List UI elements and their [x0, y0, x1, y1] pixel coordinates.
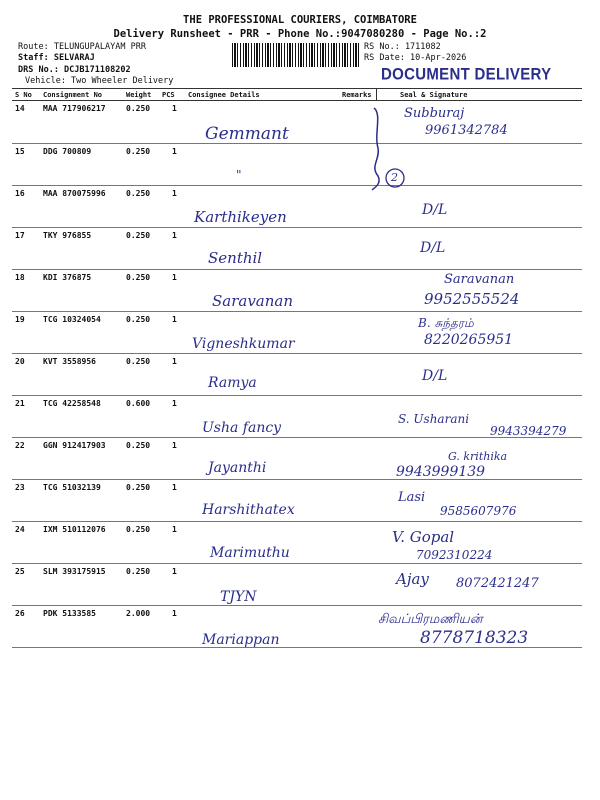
pcs: 1 — [172, 399, 177, 408]
rs-date: RS Date: 10-Apr-2026 — [364, 53, 467, 63]
row-divider — [12, 563, 582, 564]
consignment-no: KVT 3558956 — [43, 357, 96, 366]
pcs: 1 — [172, 189, 177, 198]
signature: சிவப்பிரமணியன் — [378, 612, 483, 627]
sno: 23 — [15, 483, 25, 492]
weight: 2.000 — [126, 609, 151, 618]
col-consignment: Consignment No — [43, 91, 103, 99]
table-header-border — [12, 100, 582, 101]
consignee-name: Senthil — [208, 249, 263, 267]
consignee-name: Karthikeyen — [194, 208, 287, 226]
weight: 0.600 — [126, 399, 151, 408]
row-divider — [12, 185, 582, 186]
consignee-name: Mariappan — [202, 632, 280, 648]
phone: 9585607976 — [440, 504, 517, 518]
consignee-name: Gemmant — [205, 124, 289, 144]
consignee-name: TJYN — [220, 589, 257, 605]
consignee-name: Jayanthi — [208, 460, 267, 476]
pcs: 1 — [172, 273, 177, 282]
consignee-name: Ramya — [208, 375, 257, 391]
weight: 0.250 — [126, 315, 151, 324]
consignment-no: DDG 700809 — [43, 147, 92, 156]
col-remarks: Remarks — [342, 91, 372, 99]
phone: 9952555524 — [424, 290, 520, 308]
weight: 0.250 — [126, 567, 151, 576]
sno: 14 — [15, 104, 25, 113]
pcs: 1 — [172, 104, 177, 113]
row-divider — [12, 311, 582, 312]
signature: Lasi — [398, 490, 426, 505]
signature: V. Gopal — [392, 528, 455, 546]
consignee-name: Vigneshkumar — [192, 336, 295, 352]
sno: 16 — [15, 189, 25, 198]
sno: 22 — [15, 441, 25, 450]
pcs: 1 — [172, 483, 177, 492]
pcs: 1 — [172, 231, 177, 240]
row-divider — [12, 395, 582, 396]
weight: 0.250 — [126, 231, 151, 240]
pcs: 1 — [172, 525, 177, 534]
sno: 21 — [15, 399, 25, 408]
weight: 0.250 — [126, 189, 151, 198]
row-divider — [12, 227, 582, 228]
row-divider — [12, 269, 582, 270]
row-divider — [12, 437, 582, 438]
remarks-brace-icon — [360, 104, 408, 194]
row-divider — [12, 479, 582, 480]
sno: 26 — [15, 609, 25, 618]
signature: S. Usharani — [398, 412, 470, 426]
signature: Subburaj — [404, 106, 465, 121]
consignment-no: TKY 976855 — [43, 231, 92, 240]
drs-label: DRS No.: DCJB171108202 — [18, 65, 131, 75]
document-delivery-stamp: DOCUMENT DELIVERY — [381, 65, 552, 84]
signature: G. krithika — [448, 450, 508, 463]
weight: 0.250 — [126, 104, 151, 113]
consignee-ditto: " — [236, 168, 242, 182]
staff-label: Staff: SELVARAJ — [18, 53, 95, 63]
signature: D/L — [422, 368, 448, 384]
pcs: 1 — [172, 609, 177, 618]
sno: 20 — [15, 357, 25, 366]
consignment-no: SLM 393175915 — [43, 567, 106, 576]
row-divider — [12, 143, 582, 144]
pcs: 1 — [172, 567, 177, 576]
col-signature: Seal & Signature — [400, 91, 468, 99]
row-divider — [12, 353, 582, 354]
weight: 0.250 — [126, 273, 151, 282]
weight: 0.250 — [126, 147, 151, 156]
signature: Saravanan — [444, 272, 515, 287]
company-title: THE PROFESSIONAL COURIERS, COIMBATORE — [183, 14, 417, 26]
sno: 24 — [15, 525, 25, 534]
consignment-no: KDI 376875 — [43, 273, 92, 282]
barcode — [232, 43, 360, 67]
row-divider — [12, 605, 582, 606]
consignment-no: MAA 717906217 — [43, 104, 106, 113]
phone: 9943394279 — [490, 424, 567, 438]
phone: 8072421247 — [456, 576, 539, 591]
consignment-no: TCG 42258548 — [43, 399, 101, 408]
consignment-no: TCG 51032139 — [43, 483, 101, 492]
phone: 9961342784 — [425, 123, 508, 138]
consignment-no: TCG 10324054 — [43, 315, 101, 324]
row-divider — [12, 521, 582, 522]
consignment-no: GGN 912417903 — [43, 441, 106, 450]
pcs: 1 — [172, 147, 177, 156]
consignee-name: Harshithatex — [202, 502, 295, 518]
pcs: 1 — [172, 315, 177, 324]
route-label: Route: TELUNGUPALAYAM PRR — [18, 42, 146, 52]
consignee-name: Saravanan — [212, 292, 294, 310]
weight: 0.250 — [126, 441, 151, 450]
signature: B. சுந்தரம் — [418, 316, 474, 330]
sno: 15 — [15, 147, 25, 156]
remarks-divider — [376, 88, 377, 100]
col-weight: Weight — [126, 91, 152, 99]
consignee-name: Marimuthu — [210, 545, 290, 561]
remarks-mark: 2 — [391, 171, 398, 184]
vehicle-label: Vehicle: Two Wheeler Delivery — [25, 76, 174, 86]
phone: 8778718323 — [420, 628, 529, 648]
runsheet-subtitle: Delivery Runsheet - PRR - Phone No.:9047080280 - Page No.:2 — [113, 28, 487, 40]
consignment-no: PDK 5133585 — [43, 609, 96, 618]
phone: 8220265951 — [424, 332, 514, 348]
pcs: 1 — [172, 441, 177, 450]
sno: 17 — [15, 231, 25, 240]
consignment-no: MAA 870075996 — [43, 189, 106, 198]
pcs: 1 — [172, 357, 177, 366]
phone: 9943999139 — [396, 464, 486, 480]
row-divider — [12, 647, 582, 648]
weight: 0.250 — [126, 357, 151, 366]
weight: 0.250 — [126, 525, 151, 534]
weight: 0.250 — [126, 483, 151, 492]
sno: 25 — [15, 567, 25, 576]
sno: 18 — [15, 273, 25, 282]
signature: Ajay — [396, 570, 429, 588]
sno: 19 — [15, 315, 25, 324]
col-pcs: PCS — [162, 91, 175, 99]
table-top-border — [12, 88, 582, 89]
consignee-name: Usha fancy — [202, 420, 282, 436]
col-consignee: Consignee Details — [188, 91, 260, 99]
col-sno: S No — [15, 91, 32, 99]
phone: 7092310224 — [416, 548, 493, 562]
consignment-no: IXM 510112076 — [43, 525, 106, 534]
signature: D/L — [422, 202, 448, 218]
signature: D/L — [420, 240, 446, 256]
rs-number: RS No.: 1711082 — [364, 42, 441, 52]
